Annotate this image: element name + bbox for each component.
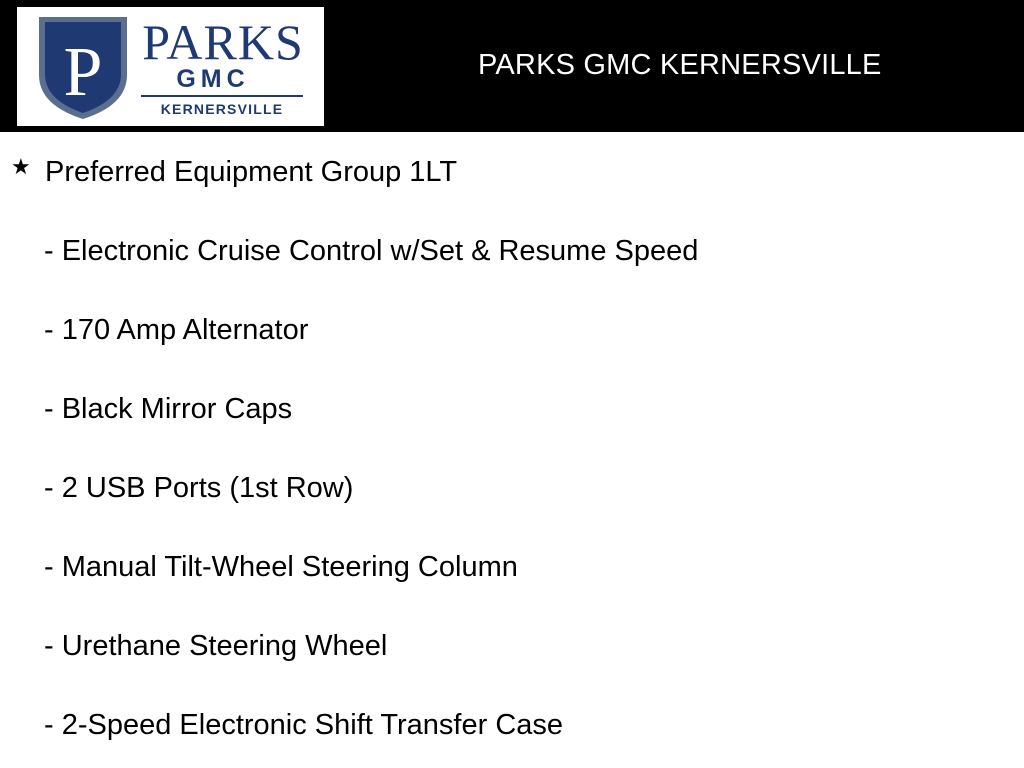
logo-divider <box>141 95 303 97</box>
header-bar <box>0 0 1024 132</box>
list-item: - 2 USB Ports (1st Row) <box>44 472 354 504</box>
dealer-logo <box>17 7 324 126</box>
list-item: - Manual Tilt-Wheel Steering Column <box>44 551 518 583</box>
shield-letter: P <box>63 34 103 111</box>
list-item: - Urethane Steering Wheel <box>44 630 388 662</box>
list-item: - Black Mirror Caps <box>44 393 293 425</box>
logo-make-text: GMC <box>176 65 250 93</box>
list-item: - 170 Amp Alternator <box>44 314 309 346</box>
parks-gmc-logo-graphic <box>17 7 324 126</box>
equipment-list <box>0 132 1024 768</box>
logo-brand-text: PARKS <box>142 14 304 70</box>
logo-location-text: KERNERSVILLE <box>160 101 284 117</box>
star-icon: ★ <box>11 154 31 179</box>
list-item: - 2-Speed Electronic Shift Transfer Case <box>44 709 564 741</box>
dealer-title: PARKS GMC KERNERSVILLE <box>478 49 882 81</box>
list-item: - Electronic Cruise Control w/Set & Resume Speed <box>44 235 699 267</box>
group-title: Preferred Equipment Group 1LT <box>45 156 458 188</box>
